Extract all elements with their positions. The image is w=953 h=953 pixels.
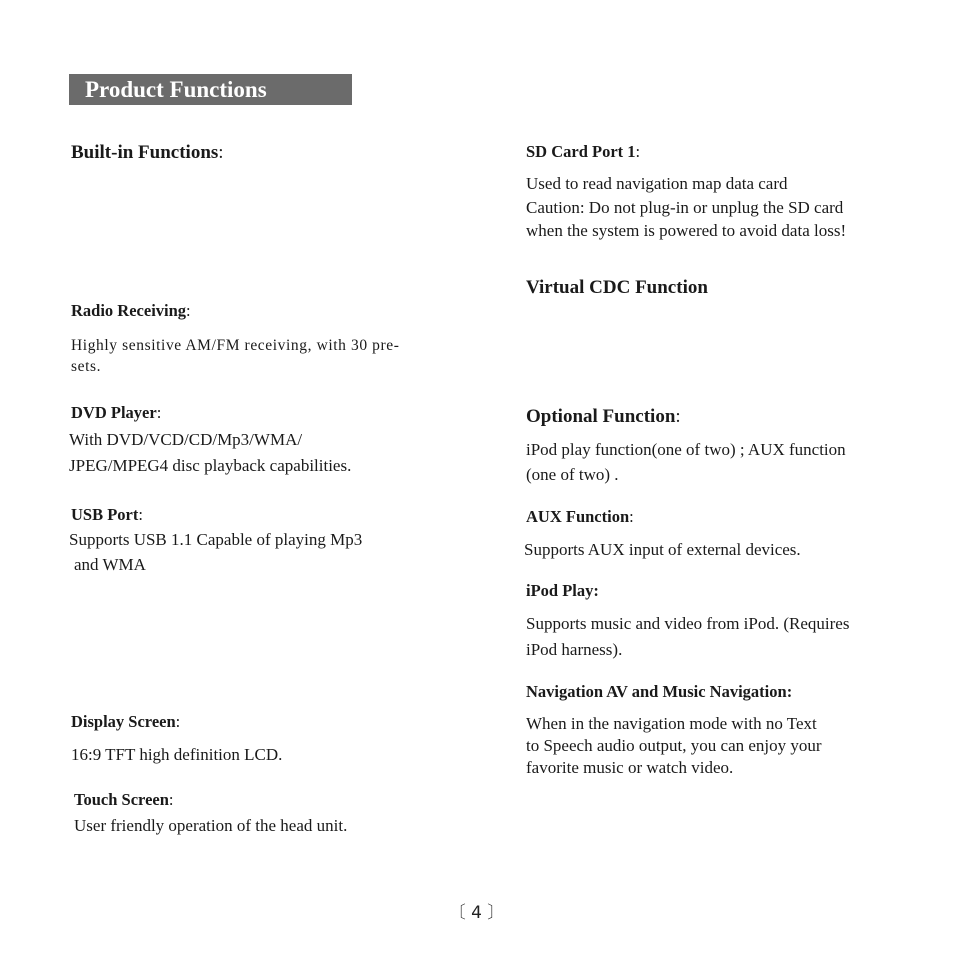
ipod-play-heading: iPod Play: <box>526 581 599 600</box>
section-banner <box>69 74 352 105</box>
sd-card-heading: SD Card Port 1: <box>526 142 641 161</box>
dvd-player-line-2: JPEG/MPEG4 disc playback capabilities. <box>69 456 352 475</box>
dvd-player-heading: DVD Player: <box>71 403 162 422</box>
optional-function-line-1: iPod play function(one of two) ; AUX function <box>526 440 846 459</box>
navigation-av-line-2: to Speech audio output, you can enjoy your <box>526 736 822 755</box>
radio-receiving-heading: Radio Receiving: <box>71 301 191 320</box>
section-title: Product Functions <box>85 77 267 102</box>
touch-screen-text: User friendly operation of the head unit. <box>74 816 348 835</box>
ipod-play-line-2: iPod harness). <box>526 640 623 659</box>
optional-function-line-2: (one of two) . <box>526 465 619 484</box>
usb-port-heading: USB Port: <box>71 505 143 524</box>
navigation-av-line-1: When in the navigation mode with no Text <box>526 714 817 733</box>
display-screen-text: 16:9 TFT high definition LCD. <box>71 745 283 764</box>
aux-function-heading: AUX Function: <box>526 507 634 526</box>
usb-port-line-2: and WMA <box>74 555 146 574</box>
virtual-cdc-heading: Virtual CDC Function <box>526 277 708 298</box>
dvd-player-line-1: With DVD/VCD/CD/Mp3/WMA/ <box>69 430 303 449</box>
ipod-play-line-1: Supports music and video from iPod. (Requires <box>526 614 850 633</box>
page-number: 〔 4 〕 <box>448 903 505 923</box>
sd-card-line-3: when the system is powered to avoid data loss! <box>526 221 847 240</box>
navigation-av-line-3: favorite music or watch video. <box>526 758 734 777</box>
navigation-av-heading: Navigation AV and Music Navigation: <box>526 682 793 701</box>
optional-function-heading: Optional Function: <box>526 406 681 427</box>
sd-card-line-2: Caution: Do not plug-in or unplug the SD card <box>526 198 844 217</box>
usb-port-line-1: Supports USB 1.1 Capable of playing Mp3 <box>69 530 363 549</box>
radio-receiving-text: Highly sensitive AM/FM receiving, with 30 pre-sets. <box>71 337 400 375</box>
aux-function-text: Supports AUX input of external devices. <box>524 540 801 559</box>
builtin-functions-heading: Built-in Functions: <box>71 142 224 163</box>
touch-screen-heading: Touch Screen: <box>74 790 174 809</box>
display-screen-heading: Display Screen: <box>71 712 181 731</box>
sd-card-line-1: Used to read navigation map data card <box>526 174 788 193</box>
